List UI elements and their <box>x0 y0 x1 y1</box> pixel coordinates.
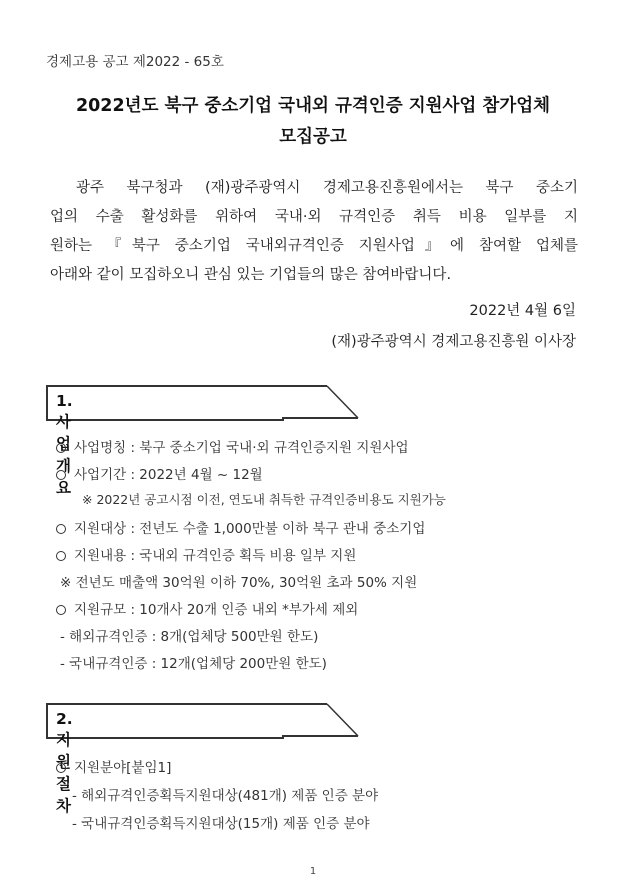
list-item: 지원규모 : 10개사 20개 인증 내외 *부가세 제외 <box>56 598 358 618</box>
circle-bullet-icon <box>56 551 66 561</box>
circle-bullet-icon <box>56 470 66 480</box>
circle-bullet-icon <box>56 524 66 534</box>
section-1-title: 1. 사업개요 <box>56 392 73 497</box>
list-note: ※ 2022년 공고시점 이전, 연도내 취득한 규격인증비용도 지원가능 <box>82 492 446 507</box>
list-item: 지원내용 : 국내외 규격인증 획득 비용 일부 지원 <box>56 544 356 564</box>
document-title: 2022년도 북구 중소기업 국내외 규격인증 지원사업 참가업체 <box>75 96 551 116</box>
intro-paragraph <box>50 174 578 290</box>
list-item: 사업기간 : 2022년 4월 ~ 12월 <box>56 463 263 483</box>
circle-bullet-icon <box>56 605 66 615</box>
intro-line: 원하는 『북구 중소기업 국내외규격인증 지원사업』에 참여할 업체를 <box>50 238 578 254</box>
intro-line: 광주 북구청과 (재)광주광역시 경제고용진흥원에서는 북구 중소기 <box>76 180 578 196</box>
notice-date: 2022년 4월 6일 <box>469 303 576 319</box>
issuer-name: (재)광주광역시 경제고용진흥원 이사장 <box>331 334 576 350</box>
document-title-line2: 모집공고 <box>279 127 347 147</box>
list-subitem: - 해외규격인증획득지원대상(481개) 제품 인증 분야 <box>72 788 379 804</box>
circle-bullet-icon <box>56 443 66 453</box>
page-number: 1 <box>309 866 317 877</box>
list-note: ※ 전년도 매출액 30억원 이하 70%, 30억원 초과 50% 지원 <box>60 575 418 591</box>
list-subitem: - 국내규격인증 : 12개(업체당 200만원 한도) <box>60 656 327 672</box>
section-header-tail <box>282 703 372 737</box>
section-2-title: 2. 지원절차 <box>56 710 73 815</box>
circle-bullet-icon <box>56 763 66 773</box>
section-header-tail <box>282 385 372 419</box>
list-subitem: - 국내규격인증획득지원대상(15개) 제품 인증 분야 <box>72 816 370 832</box>
intro-line: 아래와 같이 모집하오니 관심 있는 기업들의 많은 참여바랍니다. <box>50 267 452 283</box>
list-item: 지원대상 : 전년도 수출 1,000만불 이하 북구 관내 중소기업 <box>56 517 425 537</box>
notice-number: 경제고용 공고 제2022 - 65호 <box>46 54 224 70</box>
list-subitem: - 해외규격인증 : 8개(업체당 500만원 한도) <box>60 629 319 645</box>
list-item: 사업명칭 : 북구 중소기업 국내·외 규격인증지원 지원사업 <box>56 436 409 456</box>
intro-line: 업의 수출 활성화를 위하여 국내·외 규격인증 취득 비용 일부를 지 <box>50 209 578 225</box>
list-item: 지원분야[붙임1] <box>56 756 171 776</box>
